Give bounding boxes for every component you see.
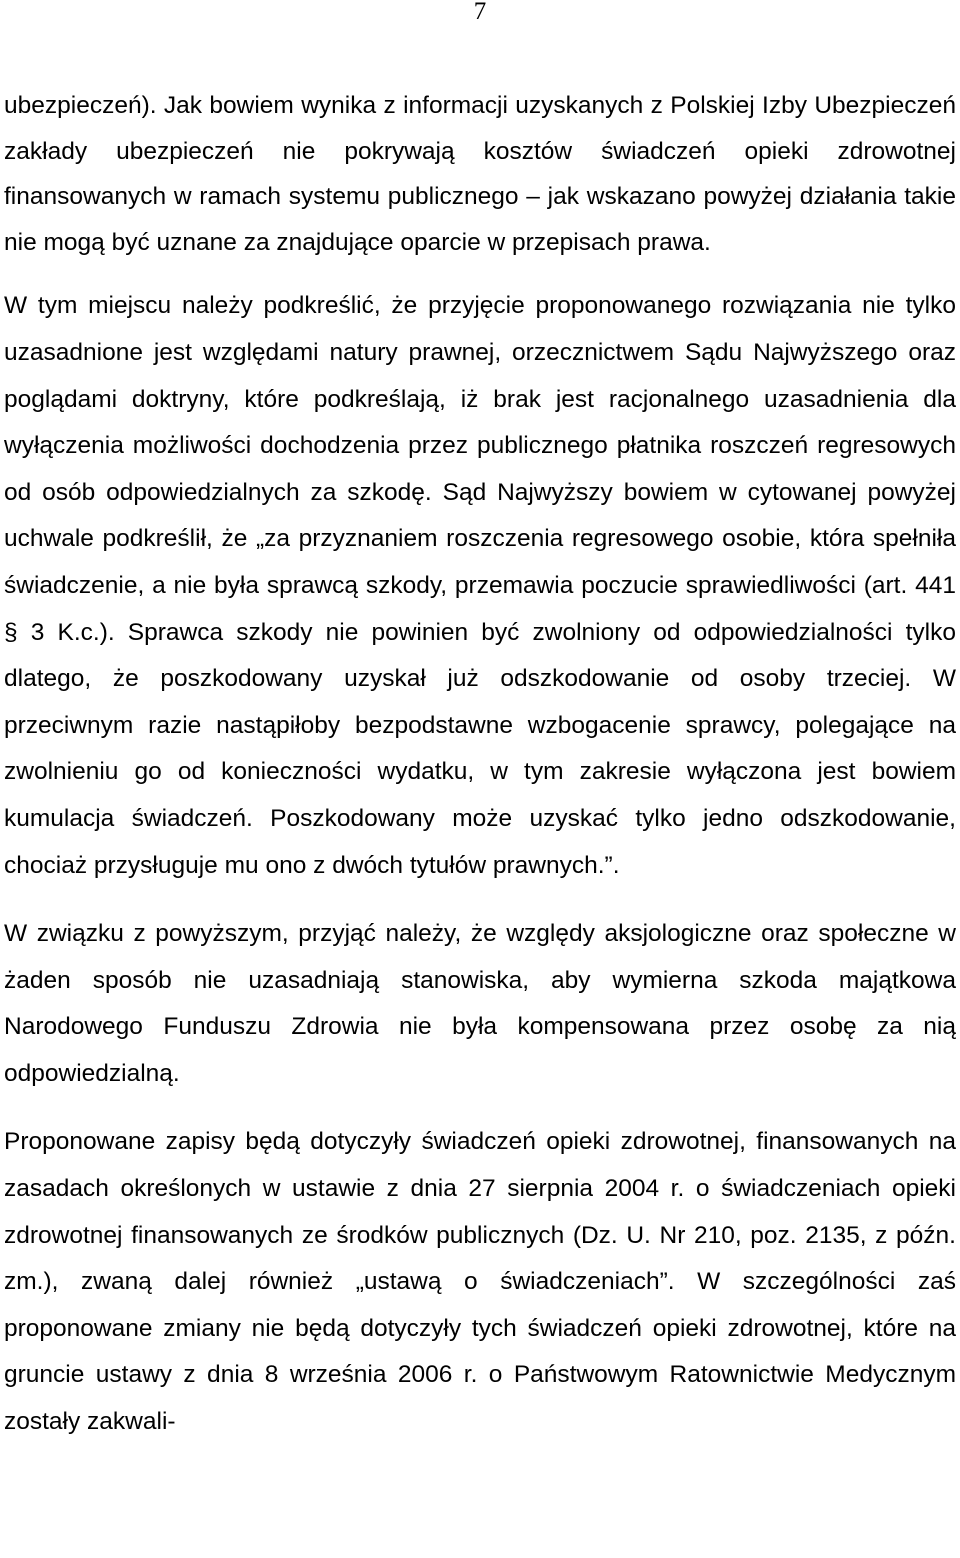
paragraph-proposed-provisions: Proponowane zapisy będą dotyczyły świadczeń opieki zdrowotnej, finansowanych na zasadach określonych w ustawie z dnia 27 sierpnia 2004 r. o świadczeniach opieki zdrowotnej finansowanych ze środków publicznych (Dz. U. Nr 210, poz. 2135, z późn. zm.), zwaną dalej również „ustawą o świadczeniach”. W szczególności zaś proponowane zmiany nie będą dotyczyły tych świadczeń opieki zdrowotnej, które na gruncie ustawy z dnia 8 września 2006 r. o Państwowym Ratownictwie Medycznym zostały zakwali-: [4, 1128, 956, 1436]
paragraph-axiological: W związku z powyższym, przyjąć należy, że względy aksjologiczne oraz społeczne w żaden sposób nie uzasadniają stanowiska, aby wymierna szkoda majątkowa Narodowego Funduszu Zdrowia nie była kompensowana przez osobę za nią odpowiedzialną.: [4, 920, 956, 1087]
page-number: 7: [473, 0, 487, 25]
paragraph-insurance-costs: ubezpieczeń). Jak bowiem wynika z informacji uzyskanych z Polskiej Izby Ubezpieczeń zakłady ubezpieczeń nie pokrywają kosztów świadczeń opieki zdrowotnej finansowanych w ramach systemu publicznego – jak wskazano powyżej działania takie nie mogą być uznane za znajdujące oparcie w przepisach prawa.: [4, 92, 956, 256]
document-body: [4, 83, 956, 1446]
paragraph-supreme-court: W tym miejscu należy podkreślić, że przyjęcie proponowanego rozwiązania nie tylko uzasadnione jest względami natury prawnej, orzecznictwem Sądu Najwyższego oraz poglądami doktryny, które podkreślają, iż brak jest racjonalnego uzasadnienia dla wyłączenia możliwości dochodzenia przez publicznego płatnika roszczeń regresowych od osób odpowiedzialnych za szkodę. Sąd Najwyższy bowiem w cytowanej powyżej uchwale podkreślił, że „za przyznaniem roszczenia regresowego osobie, która spełniła świadczenie, a nie była sprawcą szkody, przemawia poczucie sprawiedliwości (art. 441 § 3 K.c.). Sprawca szkody nie powinien być zwolniony od odpowiedzialności tylko dlatego, że poszkodowany uzyskał już odszkodowanie od osoby trzeciej. W przeciwnym razie nastąpiłoby bezpodstawne wzbogacenie sprawcy, polegające na zwolnieniu go od konieczności wydatku, w tym zakresie wyłączona jest bowiem kumulacja świadczeń. Poszkodowany może uzyskać tylko jedno odszkodowanie, chociaż przysługuje mu ono z dwóch tytułów prawnych.”.: [4, 292, 956, 879]
